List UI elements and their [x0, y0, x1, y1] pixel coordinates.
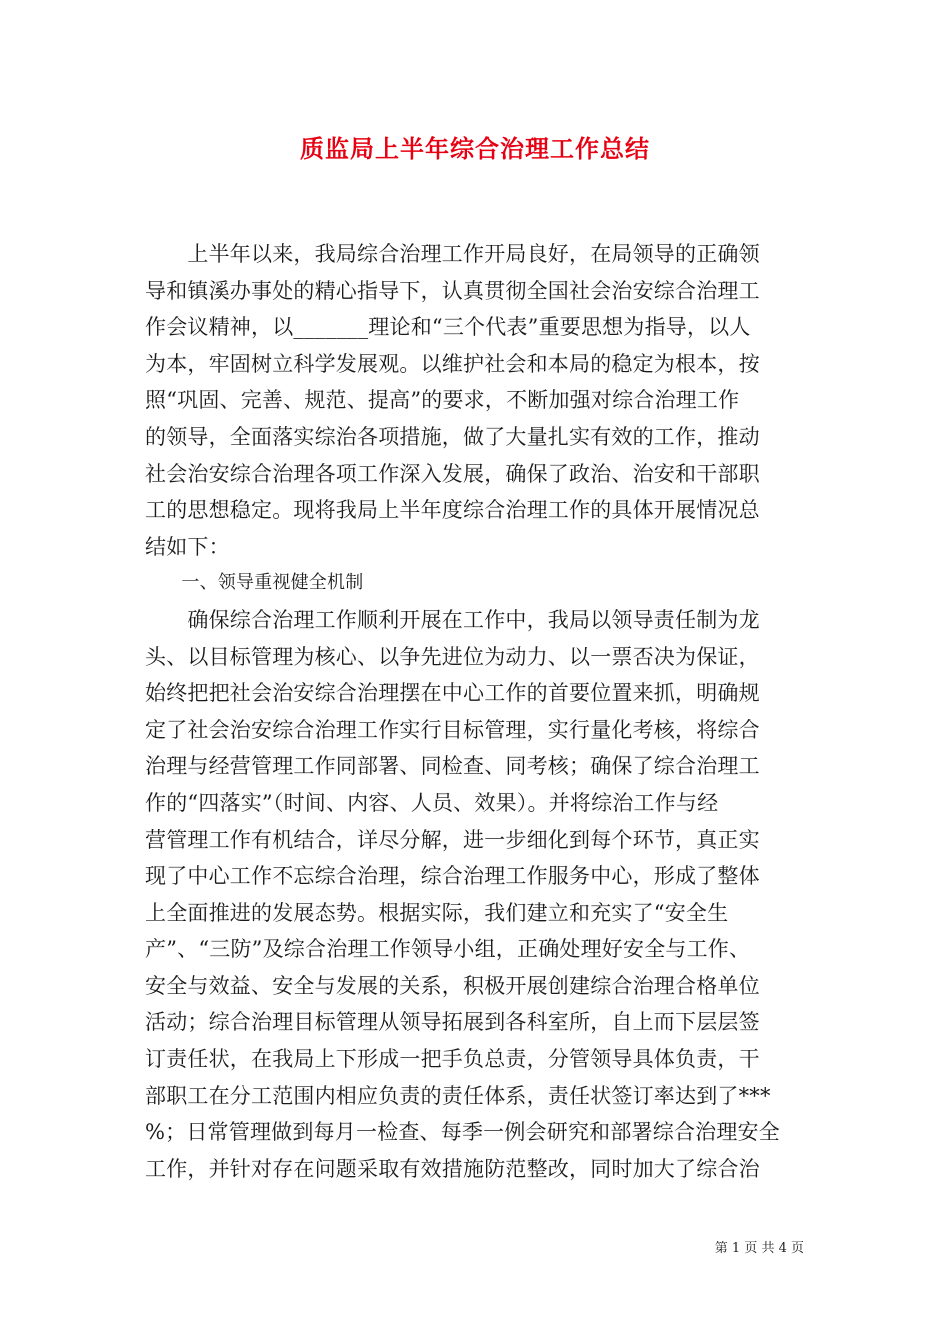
body-line: 上全面推进的发展态势。根据实际，我们建立和充实了“安全生	[145, 900, 729, 925]
body-line: 上半年以来，我局综合治理工作开局良好，在局领导的正确领	[145, 242, 760, 266]
body-line: 确保综合治理工作顺利开展在工作中，我局以领导责任制为龙	[145, 607, 760, 632]
section-heading: 一、领导重视健全机制	[145, 572, 364, 594]
body-line: 现了中心工作不忘综合治理，综合治理工作服务中心，形成了整体	[145, 864, 760, 889]
body-line: 始终把把社会治安综合治理摆在中心工作的首要位置来抓，明确规	[145, 681, 760, 706]
body-line: 作会议精神，以_______理论和“三个代表”重要思想为指导，以人	[145, 315, 751, 340]
body-line: 头、以目标管理为核心、以争先进位为动力、以一票否决为保证，	[145, 644, 760, 669]
document-title: 质监局上半年综合治理工作总结	[300, 134, 650, 163]
body-line: 定了社会治安综合治理工作实行目标管理，实行量化考核，将综合	[145, 717, 760, 742]
body-line: %；日常管理做到每月一检查、每季一例会研究和部署综合治理安全	[145, 1120, 780, 1145]
body-line: 为本，牢固树立科学发展观。以维护社会和本局的稳定为根本，按	[145, 351, 760, 376]
body-line: 工作，并针对存在问题采取有效措施防范整改，同时加大了综合治	[145, 1156, 760, 1181]
page-number-footer: 第 1 页 共 4 页	[714, 1241, 804, 1256]
body-line: 营管理工作有机结合，详尽分解，进一步细化到每个环节，真正实	[145, 827, 760, 852]
body-line: 产”、“三防”及综合治理工作领导小组，正确处理好安全与工作、	[145, 937, 751, 962]
body-line: 作的“四落实”（时间、内容、人员、效果）。并将综治工作与经	[145, 790, 719, 815]
body-line: 社会治安综合治理各项工作深入发展，确保了政治、治安和干部职	[145, 461, 760, 486]
body-line: 部职工在分工范围内相应负责的责任体系，责任状签订率达到了***	[145, 1083, 771, 1108]
document-body	[145, 236, 815, 1187]
body-line: 结如下：	[145, 534, 230, 559]
body-line: 活动；综合治理目标管理从领导拓展到各科室所，自上而下层层签	[145, 1010, 760, 1035]
body-line: 治理与经营管理工作同部署、同检查、同考核；确保了综合治理工	[145, 754, 760, 779]
body-line: 工的思想稳定。现将我局上半年度综合治理工作的具体开展情况总	[145, 498, 760, 523]
body-line: 照“巩固、完善、规范、提高”的要求，不断加强对综合治理工作	[145, 388, 740, 413]
body-line: 的领导，全面落实综治各项措施，做了大量扎实有效的工作，推动	[145, 424, 760, 449]
body-line: 订责任状，在我局上下形成一把手负总责，分管领导具体负责，干	[145, 1047, 760, 1072]
body-line: 安全与效益、安全与发展的关系，积极开展创建综合治理合格单位	[145, 973, 760, 998]
body-line: 导和镇溪办事处的精心指导下，认真贯彻全国社会治安综合治理工	[145, 278, 760, 303]
